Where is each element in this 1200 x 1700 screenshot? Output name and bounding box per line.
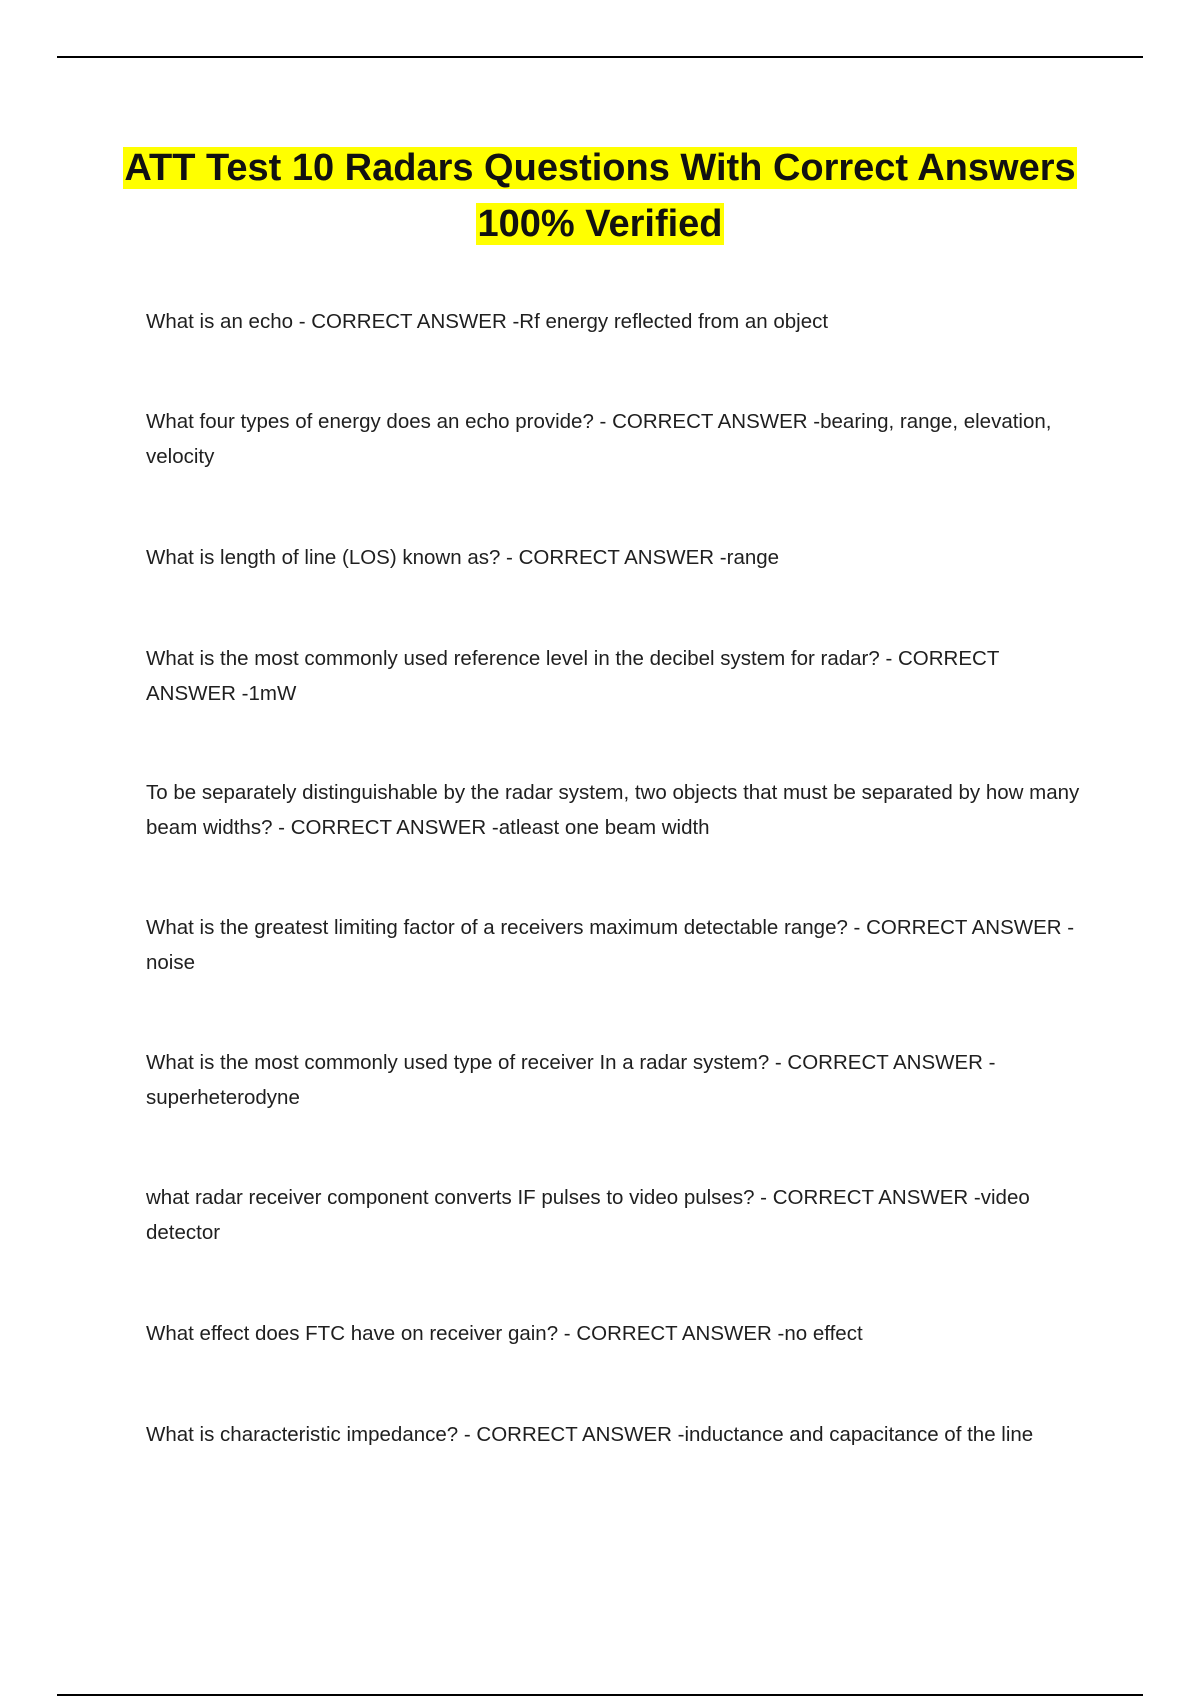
qa-item-7: What is the most commonly used type of receiver In a radar system? - CORRECT ANSWER -superheterodyne [146,1051,996,1109]
qa-item-8: what radar receiver component converts IF pulses to video pulses? - CORRECT ANSWER -video detector [146,1186,1030,1244]
qa-item-9: What effect does FTC have on receiver gain? - CORRECT ANSWER -no effect [146,1322,863,1345]
qa-item-6: What is the greatest limiting factor of a receivers maximum detectable range? - CORRECT ANSWER -noise [146,916,1075,974]
qa-item-10: What is characteristic impedance? - CORRECT ANSWER -inductance and capacitance of the line [146,1423,1034,1446]
top-rule [57,56,1143,58]
qa-item-5: To be separately distinguishable by the radar system, two objects that must be separated by how many beam widths? - CORRECT ANSWER -atleast one beam width [146,781,1080,839]
qa-item-1: What is an echo - CORRECT ANSWER -Rf energy reflected from an object [146,310,829,333]
document-title-text: ATT Test 10 Radars Questions With Correct Answers 100% Verified [124,147,1076,245]
document-title-block [100,140,1100,252]
qa-item-2: What four types of energy does an echo provide? - CORRECT ANSWER -bearing, range, elevation, velocity [146,410,1052,468]
bottom-rule [57,1694,1143,1696]
qa-item-3: What is length of line (LOS) known as? - CORRECT ANSWER -range [146,546,780,569]
document-title [100,140,1100,252]
qa-item-4: What is the most commonly used reference level in the decibel system for radar? - CORRECT ANSWER -1mW [146,647,999,705]
